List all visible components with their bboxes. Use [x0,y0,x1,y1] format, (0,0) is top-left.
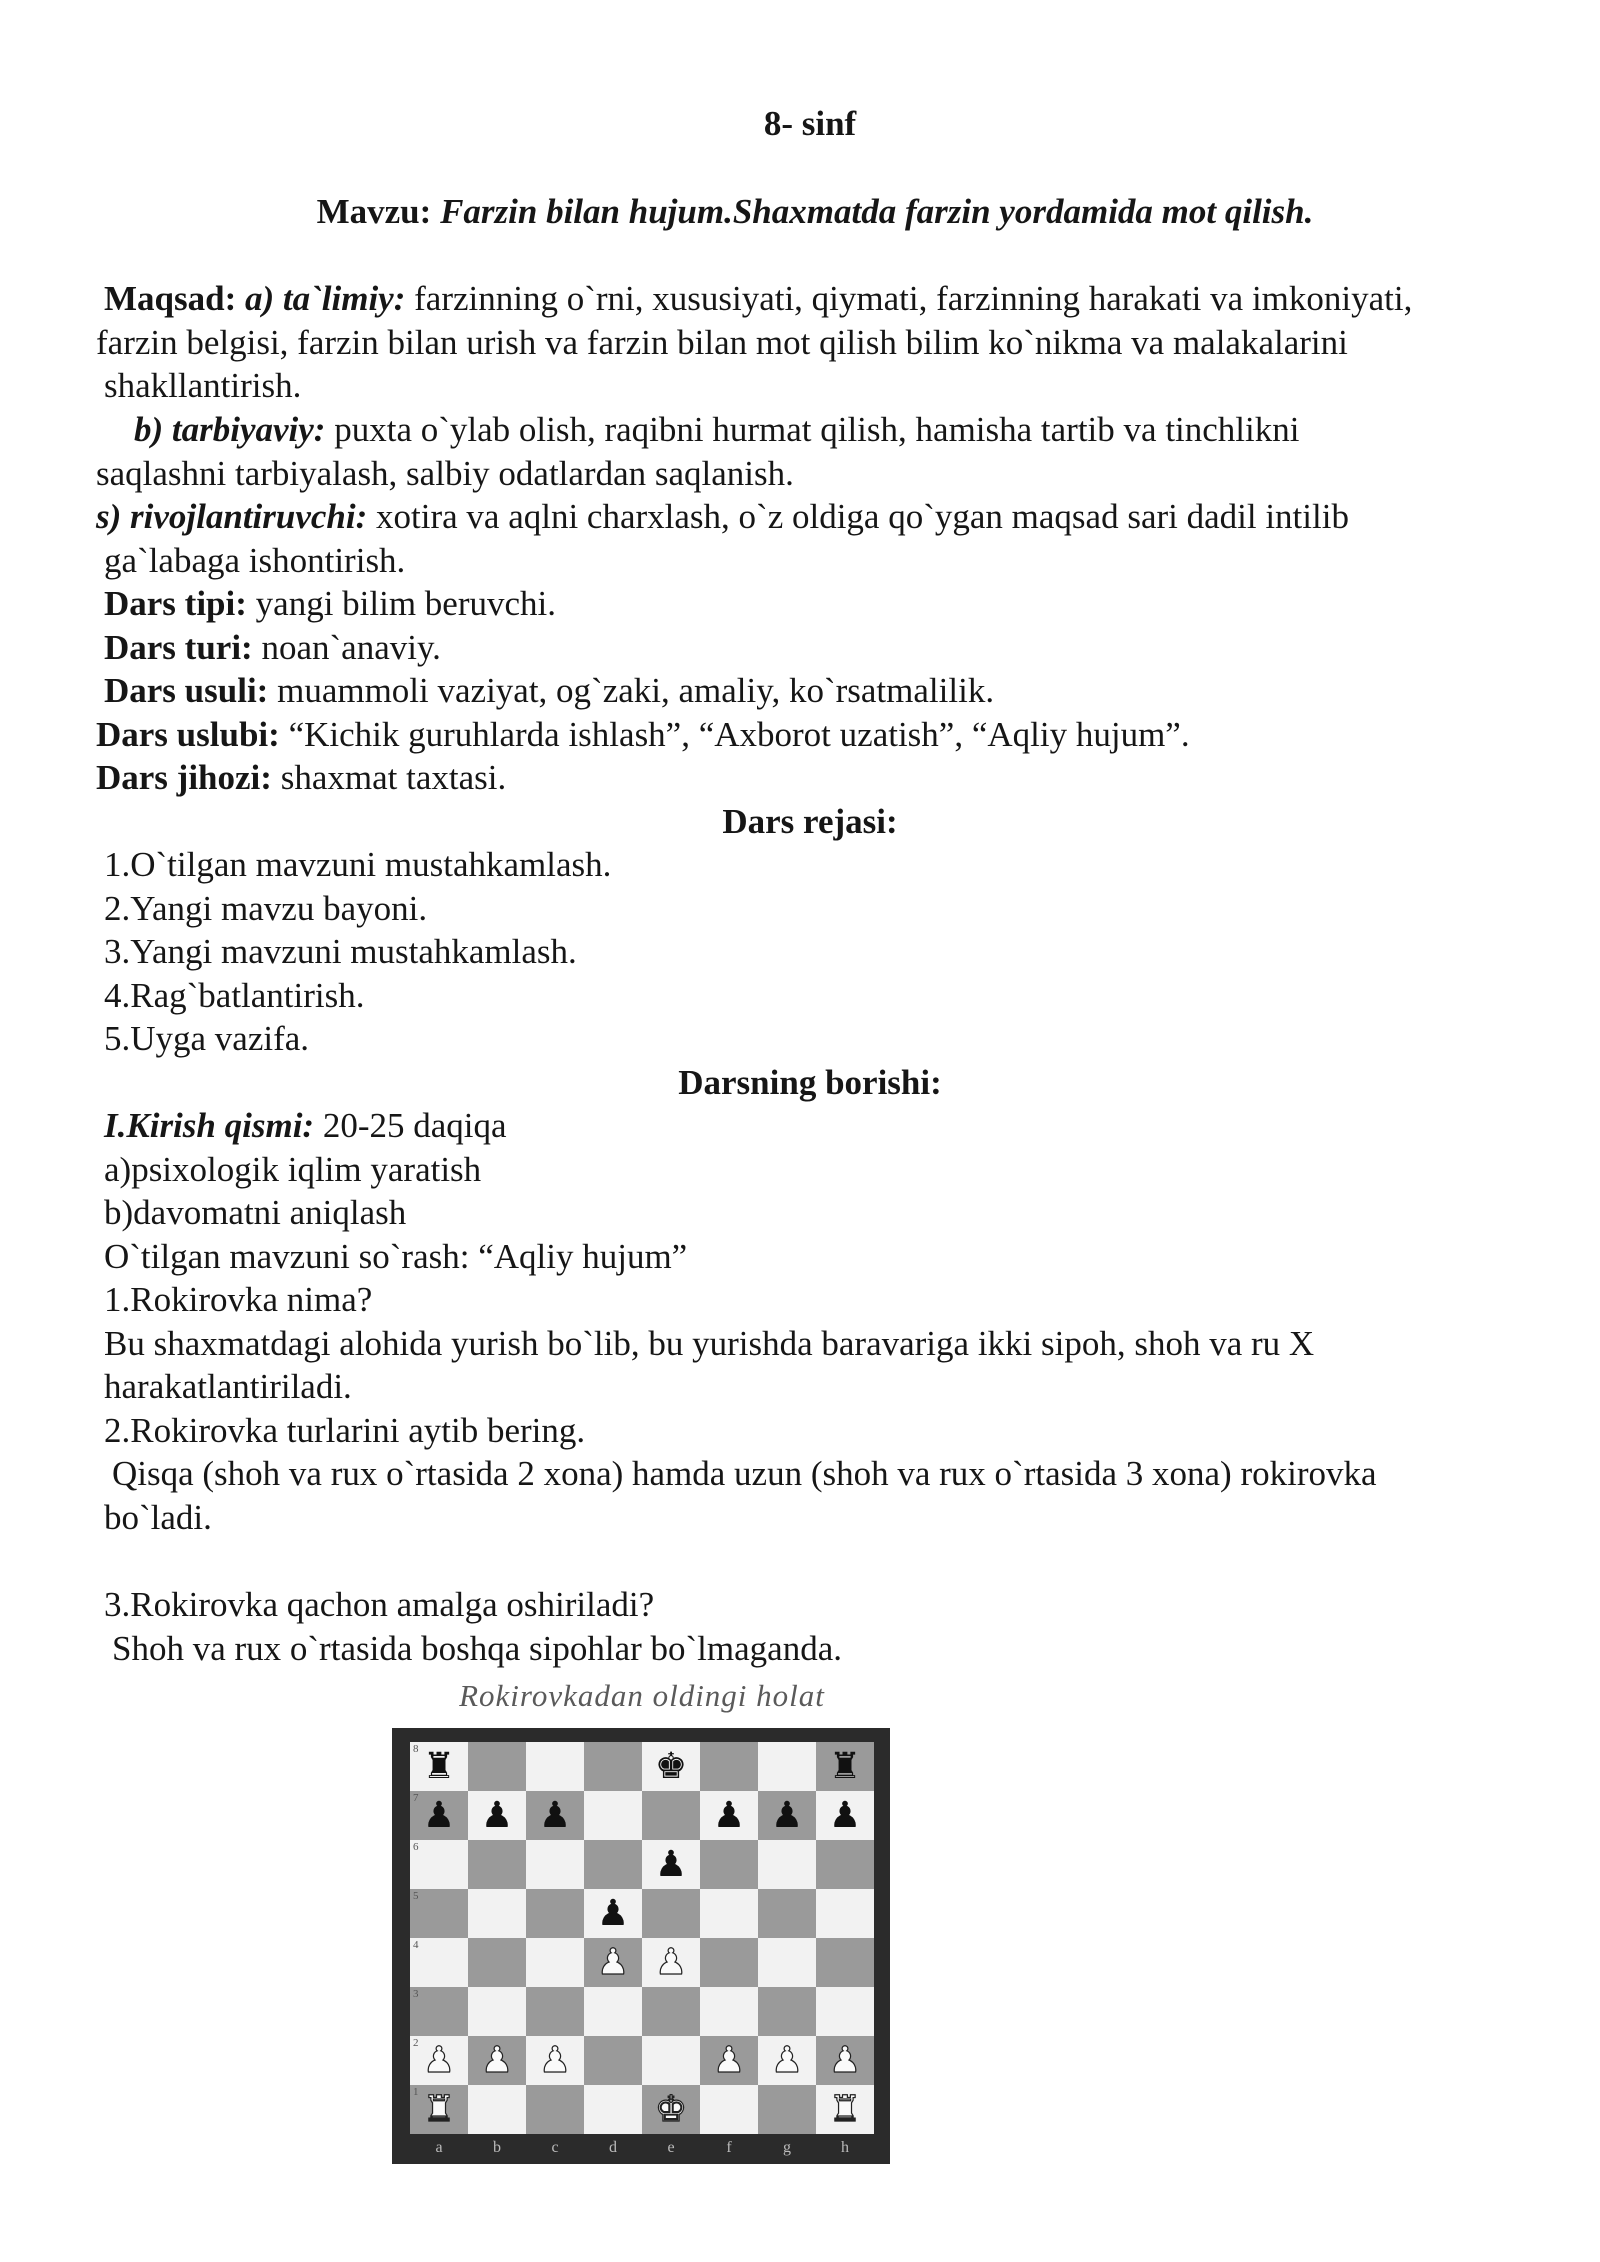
goal-b-line1 [134,408,1574,452]
board-square-d4 [584,1938,642,1987]
board-square-h4 [816,1938,874,1987]
goal-b-line2: saqlashni tarbiyalash, salbiy odatlardan saqlanish. [96,454,794,493]
chess-board-figure [392,1728,890,2164]
board-square-h8 [816,1742,874,1791]
lesson-kind-value: noan`anaviy. [261,628,441,667]
board-square-f7 [700,1791,758,1840]
rank-label: 4 [413,1939,419,1951]
white-pawn-icon: ♟ [770,2039,804,2081]
lesson-equipment-value: shaxmat taxtasi. [280,758,507,797]
progress-line: harakatlantiriladi. [104,1367,352,1406]
topic-label: Mavzu: [316,192,432,231]
white-pawn-icon: ♟ [654,1941,688,1983]
rank-label: 5 [413,1890,419,1902]
file-label: d [609,2139,617,2156]
intro-value: 20-25 daqiqa [322,1106,507,1145]
rank-label: 2 [413,2037,419,2049]
board-square-e7 [642,1791,700,1840]
progress-line: Bu shaxmatdagi alohida yurish bo`lib, bu yurishda baravariga ikki sipoh, shoh va ru X [104,1324,1315,1363]
lesson-style [96,713,1536,757]
board-square-c7 [526,1791,584,1840]
lesson-kind [104,626,1544,670]
lesson-type-label: Dars tipi: [104,584,247,623]
progress-heading: Darsning borishi: [678,1063,942,1102]
board-square-d3 [584,1987,642,2036]
progress-line: 3.Rokirovka qachon amalga oshiriladi? [104,1585,655,1624]
board-square-b6 [468,1840,526,1889]
board-square-f5 [700,1889,758,1938]
black-pawn-icon: ♟ [538,1794,572,1836]
board-square-f6 [700,1840,758,1889]
white-pawn-icon: ♟ [538,2039,572,2081]
plan-item: 4.Rag`batlantirish. [104,976,365,1015]
lesson-equipment [96,756,1536,800]
board-square-b5 [468,1889,526,1938]
board-square-b1 [468,2085,526,2134]
chess-board [410,1742,874,2134]
topic-text: Farzin bilan hujum.Shaxmatda farzin yordamida mot qilish. [440,192,1314,231]
board-square-a6 [410,1840,468,1889]
board-square-g8 [758,1742,816,1791]
board-square-a2 [410,2036,468,2085]
black-rook-icon: ♜ [828,1745,862,1787]
lesson-kind-label: Dars turi: [104,628,253,667]
file-label: h [841,2139,849,2156]
lesson-method-label: Dars usuli: [104,671,269,710]
lesson-style-value: “Kichik guruhlarda ishlash”, “Axborot uzatish”, “Aqliy hujum”. [288,715,1190,754]
board-square-a7 [410,1791,468,1840]
board-square-h7 [816,1791,874,1840]
board-square-c1 [526,2085,584,2134]
white-king-icon: ♚ [654,2088,688,2130]
white-pawn-icon: ♟ [480,2039,514,2081]
white-pawn-icon: ♟ [712,2039,746,2081]
board-file-labels [410,2136,874,2160]
rank-label: 7 [413,1792,419,1804]
grade-heading: 8- sinf [763,104,857,143]
board-square-d8 [584,1742,642,1791]
board-square-e1 [642,2085,700,2134]
board-square-a8 [410,1742,468,1791]
progress-line: O`tilgan mavzuni so`rash: “Aqliy hujum” [104,1237,688,1276]
board-square-f1 [700,2085,758,2134]
board-square-g6 [758,1840,816,1889]
goal-a-label: a) ta`limiy: [245,279,406,318]
goal-b-text1: puxta o`ylab olish, raqibni hurmat qilish, hamisha tartib va tinchlikni [334,410,1300,449]
white-rook-icon: ♜ [422,2088,456,2130]
black-king-icon: ♚ [654,1745,688,1787]
black-pawn-icon: ♟ [654,1843,688,1885]
goal-a-line3: shakllantirish. [104,366,302,405]
file-label: g [783,2139,791,2156]
black-pawn-icon: ♟ [828,1794,862,1836]
lesson-type-value: yangi bilim beruvchi. [255,584,557,623]
board-square-a1 [410,2085,468,2134]
black-pawn-icon: ♟ [770,1794,804,1836]
progress-line: 1.Rokirovka nima? [104,1280,373,1319]
board-square-g2 [758,2036,816,2085]
figure-caption: Rokirovkadan oldingi holat [459,1678,825,1713]
goal-a-text1: farzinning o`rni, xususiyati, qiymati, farzinning harakati va imkoniyati, [414,279,1413,318]
board-square-b4 [468,1938,526,1987]
progress-line: Qisqa (shoh va rux o`rtasida 2 xona) hamda uzun (shoh va rux o`rtasida 3 xona) rokirovka [112,1454,1377,1493]
board-square-e4 [642,1938,700,1987]
black-pawn-icon: ♟ [712,1794,746,1836]
lesson-style-label: Dars uslubi: [96,715,280,754]
plan-item: 1.O`tilgan mavzuni mustahkamlash. [104,845,612,884]
board-square-c4 [526,1938,584,1987]
board-square-c6 [526,1840,584,1889]
board-square-a3 [410,1987,468,2036]
board-square-b3 [468,1987,526,2036]
white-pawn-icon: ♟ [422,2039,456,2081]
board-square-h1 [816,2085,874,2134]
board-square-h5 [816,1889,874,1938]
board-square-g1 [758,2085,816,2134]
board-square-g7 [758,1791,816,1840]
board-square-a5 [410,1889,468,1938]
board-square-g4 [758,1938,816,1987]
goal-s-line1 [96,495,1536,539]
black-rook-icon: ♜ [422,1745,456,1787]
board-square-c2 [526,2036,584,2085]
goal-label: Maqsad: [104,279,237,318]
intro-label: I.Kirish qismi: [104,1106,315,1145]
file-label: b [493,2139,501,2156]
board-square-d5 [584,1889,642,1938]
lesson-method-value: muammoli vaziyat, og`zaki, amaliy, ko`rsatmalilik. [277,671,995,710]
plan-heading: Dars rejasi: [722,802,898,841]
lesson-equipment-label: Dars jihozi: [96,758,272,797]
board-square-g5 [758,1889,816,1938]
plan-item: 2.Yangi mavzu bayoni. [104,889,428,928]
board-square-h3 [816,1987,874,2036]
board-square-e2 [642,2036,700,2085]
progress-line: Shoh va rux o`rtasida boshqa sipohlar bo`lmaganda. [112,1629,842,1668]
progress-line: a)psixologik iqlim yaratish [104,1150,482,1189]
board-square-c3 [526,1987,584,2036]
goal-s-line2: ga`labaga ishontirish. [104,541,406,580]
lesson-method [104,669,1544,713]
goal-a-line2: farzin belgisi, farzin bilan urish va farzin bilan mot qilish bilim ko`nikma va malakalarini [96,323,1348,362]
goal-a-line1 [104,277,1544,321]
black-pawn-icon: ♟ [596,1892,630,1934]
rank-label: 3 [413,1988,419,2000]
black-pawn-icon: ♟ [422,1794,456,1836]
progress-line: bo`ladi. [104,1498,212,1537]
board-square-h6 [816,1840,874,1889]
file-label: a [435,2139,443,2156]
plan-item: 3.Yangi mavzuni mustahkamlash. [104,932,577,971]
board-square-d6 [584,1840,642,1889]
lesson-type [104,582,1544,626]
board-square-a4 [410,1938,468,1987]
rank-label: 6 [413,1841,419,1853]
goal-b-label: b) tarbiyaviy: [134,410,326,449]
file-label: e [667,2139,675,2156]
goal-s-text1: xotira va aqlni charxlash, o`z oldiga qo`ygan maqsad sari dadil intilib [376,497,1349,536]
board-square-f3 [700,1987,758,2036]
board-square-f4 [700,1938,758,1987]
file-label: c [551,2139,559,2156]
intro-line [104,1104,1544,1148]
black-pawn-icon: ♟ [480,1794,514,1836]
board-square-g3 [758,1987,816,2036]
board-square-d1 [584,2085,642,2134]
plan-item: 5.Uyga vazifa. [104,1019,310,1058]
progress-line: 2.Rokirovka turlarini aytib bering. [104,1411,586,1450]
board-square-c5 [526,1889,584,1938]
board-square-d7 [584,1791,642,1840]
board-square-f8 [700,1742,758,1791]
board-square-f2 [700,2036,758,2085]
board-square-c8 [526,1742,584,1791]
white-pawn-icon: ♟ [596,1941,630,1983]
white-rook-icon: ♜ [828,2088,862,2130]
goal-s-label: s) rivojlantiruvchi: [96,497,368,536]
white-pawn-icon: ♟ [828,2039,862,2081]
rank-label: 8 [413,1743,419,1755]
board-square-d2 [584,2036,642,2085]
rank-label: 1 [413,2086,419,2098]
board-square-h2 [816,2036,874,2085]
board-square-e5 [642,1889,700,1938]
progress-line: b)davomatni aniqlash [104,1193,407,1232]
board-square-e8 [642,1742,700,1791]
file-label: f [726,2139,732,2156]
board-square-e6 [642,1840,700,1889]
board-square-b7 [468,1791,526,1840]
topic-line [0,190,1600,234]
board-square-b8 [468,1742,526,1791]
board-square-e3 [642,1987,700,2036]
board-square-b2 [468,2036,526,2085]
